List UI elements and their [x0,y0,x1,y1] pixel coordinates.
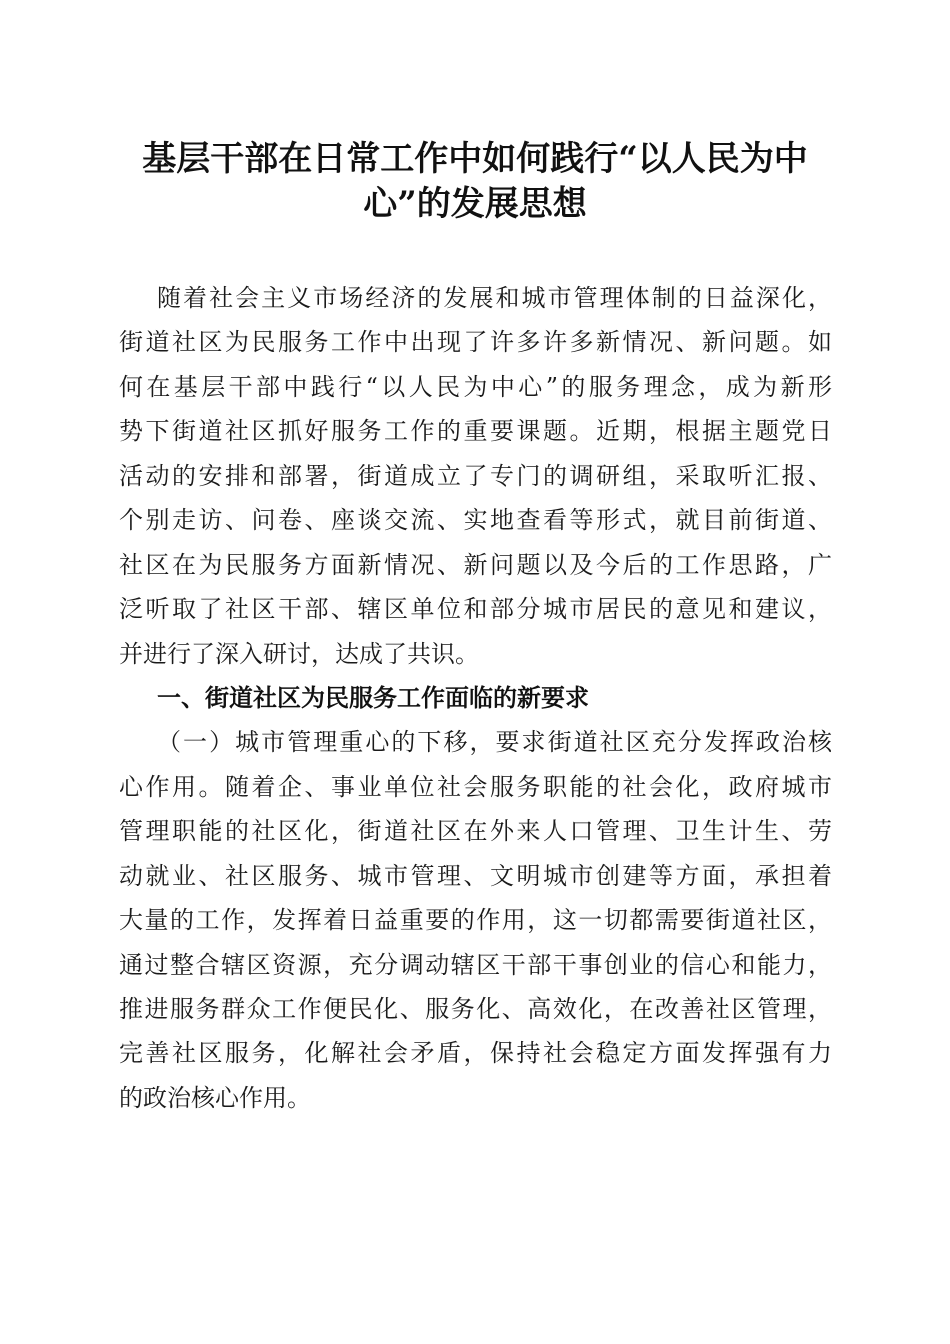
paragraph-line: 街道社区为民服务工作中出现了许多许多新情况、新问题。如 [119,328,832,357]
paragraph-line: 何在基层干部中践行“以人民为中心”的服务理念，成为新形 [119,372,832,401]
paragraph-line: 心作用。随着企、事业单位社会服务职能的社会化，政府城市 [119,772,832,801]
paragraph-line: 通过整合辖区资源，充分调动辖区干部干事创业的信心和能力， [119,950,832,979]
paragraph-line: 并进行了深入研讨，达成了共识。 [119,639,479,668]
paragraph-line: 大量的工作，发挥着日益重要的作用，这一切都需要街道社区， [119,906,832,935]
document-body [119,276,832,1120]
paragraph-line: 个别走访、问卷、座谈交流、实地查看等形式，就目前街道、 [119,506,832,535]
paragraph-line: （一）城市管理重心的下移，要求街道社区充分发挥政治核 [157,728,832,757]
paragraph-line: 随着社会主义市场经济的发展和城市管理体制的日益深化， [157,284,832,312]
section-heading: 一、街道社区为民服务工作面临的新要求 [157,683,589,712]
paragraph-line: 活动的安排和部署，街道成立了专门的调研组，采取听汇报、 [119,461,832,490]
paragraph-section-1-1 [119,720,832,1120]
paragraph-intro [119,276,832,676]
paragraph-line: 推进服务群众工作便民化、服务化、高效化，在改善社区管理， [119,995,832,1023]
paragraph-line: 泛听取了社区干部、辖区单位和部分城市居民的意见和建议， [119,595,832,624]
paragraph-line: 社区在为民服务方面新情况、新问题以及今后的工作思路，广 [119,550,832,579]
title-line: 心”的发展思想 [363,184,587,224]
document-title [95,137,855,227]
title-line: 基层干部在日常工作中如何践行“以人民为中 [142,139,808,179]
paragraph-line: 动就业、社区服务、城市管理、文明城市创建等方面，承担着 [119,861,832,890]
paragraph-line: 管理职能的社区化，街道社区在外来人口管理、卫生计生、劳 [119,817,832,846]
paragraph-line: 完善社区服务，化解社会矛盾，保持社会稳定方面发挥强有力 [119,1039,832,1068]
paragraph-line: 势下街道社区抓好服务工作的重要课题。近期，根据主题党日 [119,417,832,446]
paragraph-line: 的政治核心作用。 [119,1083,311,1112]
